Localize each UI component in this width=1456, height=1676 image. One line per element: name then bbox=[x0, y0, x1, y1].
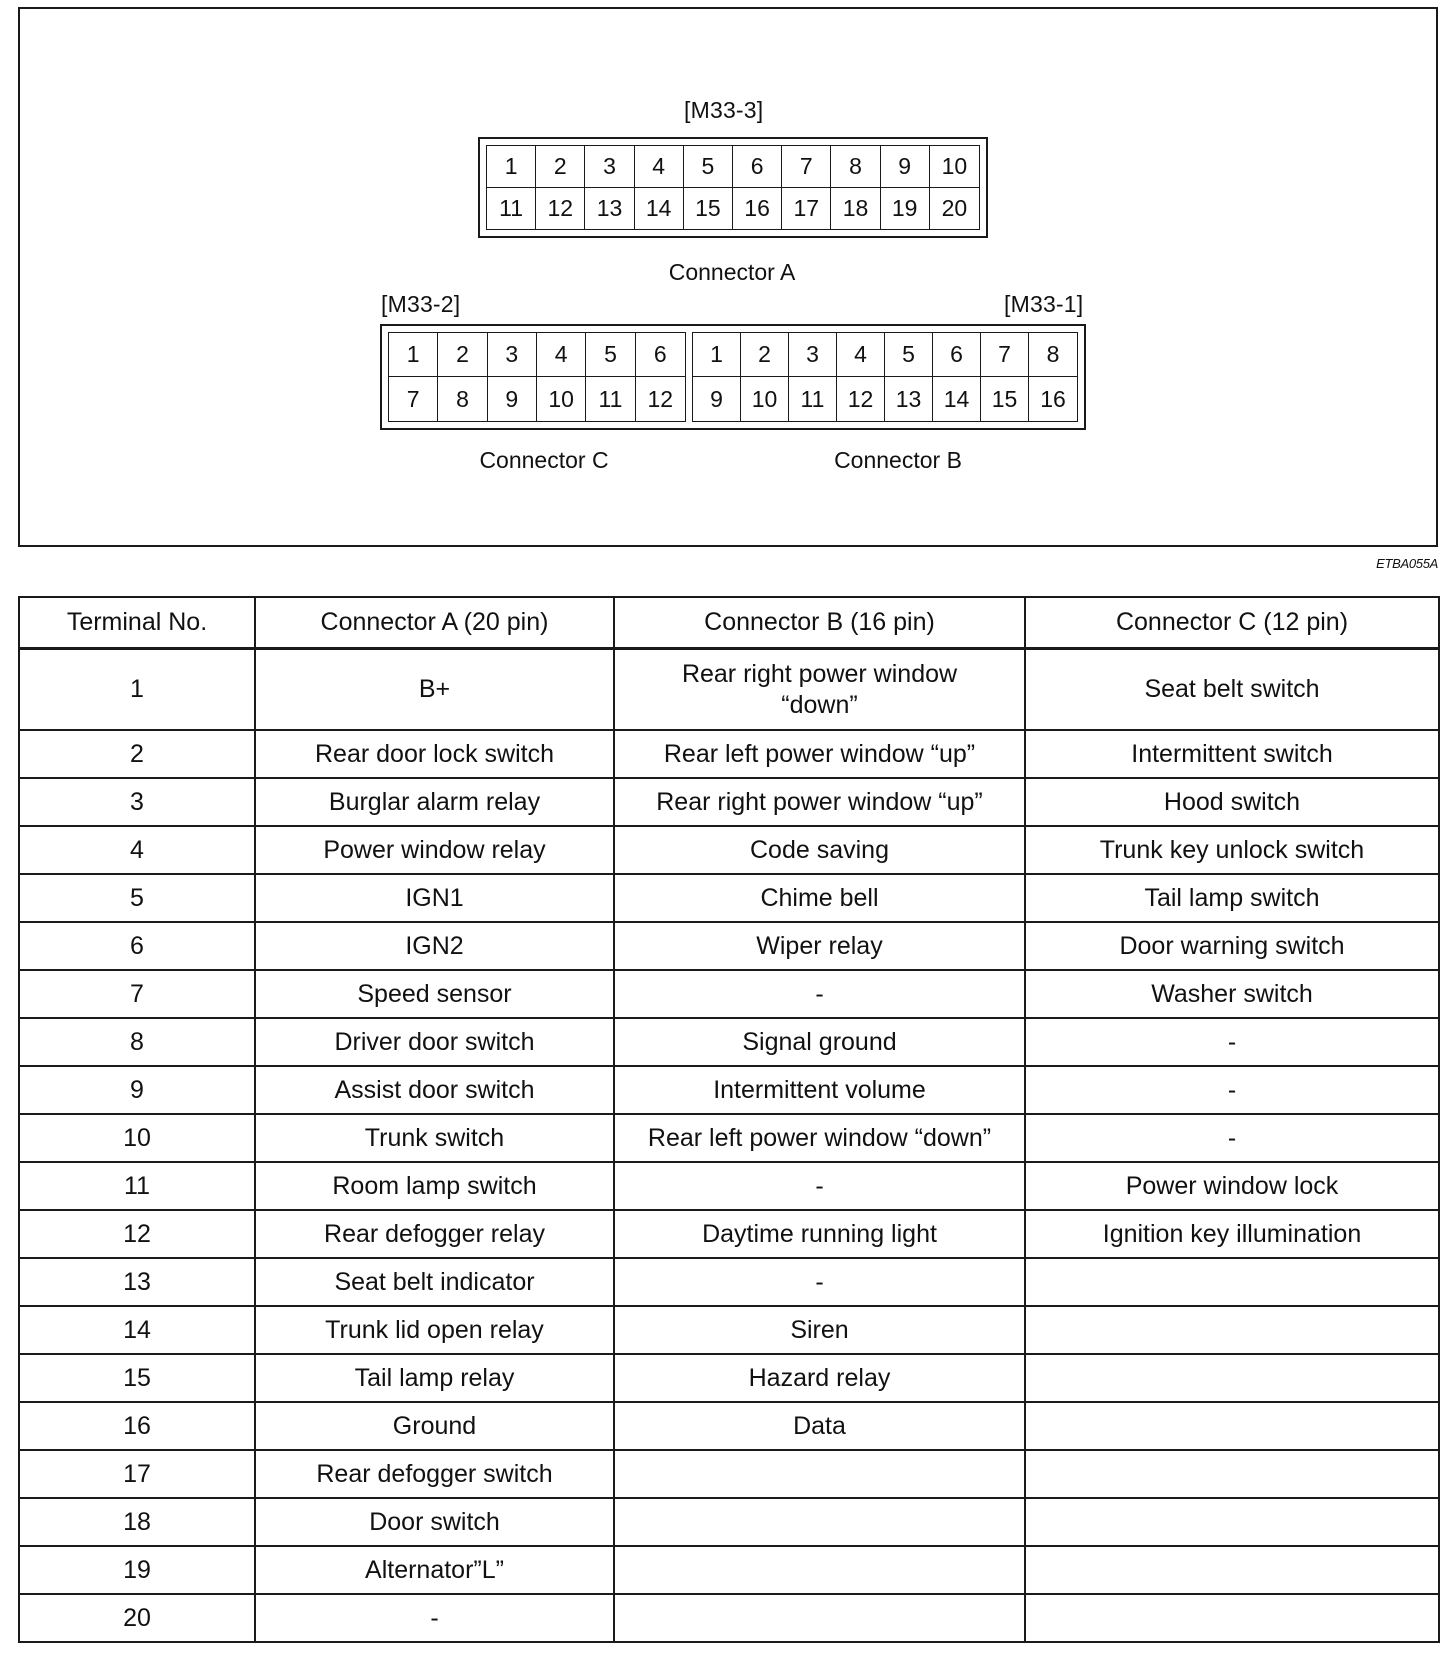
connector-c-cell: Tail lamp switch bbox=[1025, 874, 1439, 922]
connector-b-pin: 7 bbox=[981, 333, 1029, 377]
table-body bbox=[19, 649, 1439, 1643]
connector-c-cell bbox=[1025, 1594, 1439, 1642]
connector-c-cell: Washer switch bbox=[1025, 970, 1439, 1018]
header-terminal-no: Terminal No. bbox=[19, 597, 255, 649]
connector-a-pin: 11 bbox=[487, 188, 536, 230]
connector-c-pin: 5 bbox=[586, 333, 635, 377]
connector-c-cell: Door warning switch bbox=[1025, 922, 1439, 970]
connector-c-cell: Power window lock bbox=[1025, 1162, 1439, 1210]
table-row bbox=[19, 922, 1439, 970]
connector-a-cell: Rear defogger relay bbox=[255, 1210, 614, 1258]
terminal-no-cell: 18 bbox=[19, 1498, 255, 1546]
table-row bbox=[19, 1162, 1439, 1210]
terminal-no-cell: 10 bbox=[19, 1114, 255, 1162]
connector-a-cell: Door switch bbox=[255, 1498, 614, 1546]
connector-b-cell: Signal ground bbox=[614, 1018, 1025, 1066]
terminal-no-cell: 16 bbox=[19, 1402, 255, 1450]
connector-a-cell: Trunk lid open relay bbox=[255, 1306, 614, 1354]
connector-c-cell bbox=[1025, 1354, 1439, 1402]
connector-b-pin: 15 bbox=[981, 377, 1029, 421]
connector-c-cell: Seat belt switch bbox=[1025, 649, 1439, 731]
connector-b-cell: Wiper relay bbox=[614, 922, 1025, 970]
connector-a-cell: - bbox=[255, 1594, 614, 1642]
connector-a-pin: 2 bbox=[536, 146, 585, 188]
connector-c-pin: 4 bbox=[537, 333, 586, 377]
connector-b-cell: Data bbox=[614, 1402, 1025, 1450]
connector-b-caption: Connector B bbox=[834, 447, 962, 473]
terminal-no-cell: 15 bbox=[19, 1354, 255, 1402]
connector-b-cell bbox=[614, 1498, 1025, 1546]
connector-b-cell bbox=[614, 1450, 1025, 1498]
connector-c-id: [M33-2] bbox=[381, 291, 461, 317]
connector-a-pin: 1 bbox=[487, 146, 536, 188]
connector-b-pin: 2 bbox=[741, 333, 789, 377]
terminal-no-cell: 20 bbox=[19, 1594, 255, 1642]
connector-b-pin: 11 bbox=[789, 377, 837, 421]
terminal-no-cell: 2 bbox=[19, 730, 255, 778]
terminal-no-cell: 5 bbox=[19, 874, 255, 922]
connector-b-cell: Siren bbox=[614, 1306, 1025, 1354]
terminal-no-cell: 4 bbox=[19, 826, 255, 874]
terminal-no-cell: 6 bbox=[19, 922, 255, 970]
connector-c-cell bbox=[1025, 1258, 1439, 1306]
connector-b-cell: - bbox=[614, 1258, 1025, 1306]
connector-b-pin: 4 bbox=[837, 333, 885, 377]
terminal-no-cell: 9 bbox=[19, 1066, 255, 1114]
connector-b-cell: Rear right power window “up” bbox=[614, 778, 1025, 826]
table-row bbox=[19, 1546, 1439, 1594]
connector-a-cell: IGN1 bbox=[255, 874, 614, 922]
connector-diagram bbox=[18, 7, 1438, 547]
connector-c-pin-grid bbox=[388, 332, 686, 422]
connector-a-pin: 8 bbox=[831, 146, 880, 188]
connector-b-pin: 6 bbox=[933, 333, 981, 377]
connector-b-cell: - bbox=[614, 1162, 1025, 1210]
connector-b-cell: Hazard relay bbox=[614, 1354, 1025, 1402]
connector-c-cell: Trunk key unlock switch bbox=[1025, 826, 1439, 874]
connector-b-cell: Intermittent volume bbox=[614, 1066, 1025, 1114]
connector-b-pin: 9 bbox=[693, 377, 741, 421]
header-connector-b: Connector B (16 pin) bbox=[614, 597, 1025, 649]
connector-b-cell: Code saving bbox=[614, 826, 1025, 874]
connector-a-pin: 5 bbox=[684, 146, 733, 188]
connector-a-pin: 10 bbox=[930, 146, 979, 188]
connector-c-cell: Ignition key illumination bbox=[1025, 1210, 1439, 1258]
table-row bbox=[19, 1066, 1439, 1114]
connector-c-pin: 9 bbox=[488, 377, 537, 421]
connector-a-pin: 7 bbox=[782, 146, 831, 188]
connector-c-pin: 11 bbox=[586, 377, 635, 421]
connector-c-cell: Hood switch bbox=[1025, 778, 1439, 826]
connector-b-pin: 8 bbox=[1029, 333, 1077, 377]
terminal-no-cell: 12 bbox=[19, 1210, 255, 1258]
connector-a-cell: Driver door switch bbox=[255, 1018, 614, 1066]
terminal-no-cell: 17 bbox=[19, 1450, 255, 1498]
table-row bbox=[19, 970, 1439, 1018]
connector-a-cell: Power window relay bbox=[255, 826, 614, 874]
terminal-no-cell: 11 bbox=[19, 1162, 255, 1210]
connector-a-pin: 19 bbox=[881, 188, 930, 230]
table-row bbox=[19, 1114, 1439, 1162]
connector-a-pin: 20 bbox=[941, 194, 968, 221]
connector-a-housing bbox=[478, 137, 988, 238]
table-row bbox=[19, 1594, 1439, 1642]
connector-b-pin: 13 bbox=[885, 377, 933, 421]
connector-c-cell: Intermittent switch bbox=[1025, 730, 1439, 778]
connector-a-pin: 3 bbox=[585, 146, 634, 188]
header-connector-a: Connector A (20 pin) bbox=[255, 597, 614, 649]
connector-a-pin: 18 bbox=[831, 188, 880, 230]
connector-cb-housing bbox=[380, 324, 1086, 430]
connector-a-pin: 9 bbox=[881, 146, 930, 188]
connector-b-id: [M33-1] bbox=[1004, 291, 1084, 317]
connector-b-cell: Rear left power window “down” bbox=[614, 1114, 1025, 1162]
connector-a-caption: Connector A bbox=[668, 259, 796, 285]
terminal-no-cell: 3 bbox=[19, 778, 255, 826]
connector-a-pin-grid bbox=[486, 145, 980, 230]
table-row bbox=[19, 730, 1439, 778]
connector-c-cell: - bbox=[1025, 1018, 1439, 1066]
connector-b-pin: 14 bbox=[933, 377, 981, 421]
connector-a-cell: B+ bbox=[255, 649, 614, 731]
connector-a-pin: 14 bbox=[635, 188, 684, 230]
connector-b-cell: Daytime running light bbox=[614, 1210, 1025, 1258]
connector-a-pin: 13 bbox=[585, 188, 634, 230]
connector-b-pin: 3 bbox=[789, 333, 837, 377]
connector-c-caption: Connector C bbox=[479, 447, 609, 473]
connector-b-cell: Rear left power window “up” bbox=[614, 730, 1025, 778]
connector-a-cell: Burglar alarm relay bbox=[255, 778, 614, 826]
table-row bbox=[19, 1402, 1439, 1450]
terminal-no-cell: 1 bbox=[19, 649, 255, 731]
figure-code: ETBA055A bbox=[1376, 556, 1438, 571]
connector-a-cell: IGN2 bbox=[255, 922, 614, 970]
connector-a-cell: Rear defogger switch bbox=[255, 1450, 614, 1498]
connector-c-pin: 1 bbox=[389, 333, 438, 377]
connector-a-pin: 15 bbox=[684, 188, 733, 230]
connector-b-pin: 16 bbox=[1040, 385, 1066, 412]
connector-a-cell: Tail lamp relay bbox=[255, 1354, 614, 1402]
connector-c-cell bbox=[1025, 1498, 1439, 1546]
connector-b-cell bbox=[614, 1546, 1025, 1594]
table-row bbox=[19, 1498, 1439, 1546]
terminal-no-cell: 14 bbox=[19, 1306, 255, 1354]
terminal-no-cell: 13 bbox=[19, 1258, 255, 1306]
table-row bbox=[19, 778, 1439, 826]
connector-b-pin: 12 bbox=[837, 377, 885, 421]
connector-a-cell: Seat belt indicator bbox=[255, 1258, 614, 1306]
connector-b-pin: 1 bbox=[693, 333, 741, 377]
connector-b-cell: - bbox=[614, 970, 1025, 1018]
connector-c-cell: - bbox=[1025, 1114, 1439, 1162]
table-row bbox=[19, 874, 1439, 922]
table-row bbox=[19, 1306, 1439, 1354]
connector-c-cell bbox=[1025, 1546, 1439, 1594]
table-row bbox=[19, 1450, 1439, 1498]
terminal-no-cell: 19 bbox=[19, 1546, 255, 1594]
connector-a-cell: Trunk switch bbox=[255, 1114, 614, 1162]
connector-a-cell: Assist door switch bbox=[255, 1066, 614, 1114]
table-header-row bbox=[19, 597, 1439, 649]
connector-a-pin: 4 bbox=[635, 146, 684, 188]
connector-a-pin: 12 bbox=[536, 188, 585, 230]
connector-c-pin: 12 bbox=[647, 385, 674, 412]
table-row bbox=[19, 1018, 1439, 1066]
header-connector-c: Connector C (12 pin) bbox=[1025, 597, 1439, 649]
connector-a-pin: 6 bbox=[733, 146, 782, 188]
connector-c-pin: 8 bbox=[438, 377, 487, 421]
terminal-no-cell: 7 bbox=[19, 970, 255, 1018]
terminal-no-cell: 8 bbox=[19, 1018, 255, 1066]
connector-c-pin: 7 bbox=[389, 377, 438, 421]
connector-c-cell bbox=[1025, 1402, 1439, 1450]
connector-c-cell bbox=[1025, 1450, 1439, 1498]
connector-c-cell: - bbox=[1025, 1066, 1439, 1114]
table-row bbox=[19, 826, 1439, 874]
connector-a-cell: Ground bbox=[255, 1402, 614, 1450]
connector-a-cell: Room lamp switch bbox=[255, 1162, 614, 1210]
table-row bbox=[19, 1210, 1439, 1258]
connector-c-pin: 10 bbox=[537, 377, 586, 421]
connector-b-pin: 10 bbox=[741, 377, 789, 421]
connector-a-pin: 16 bbox=[733, 188, 782, 230]
connector-b-cell bbox=[614, 1594, 1025, 1642]
table-row bbox=[19, 649, 1439, 731]
connector-a-cell: Alternator”L” bbox=[255, 1546, 614, 1594]
connector-a-id: [M33-3] bbox=[684, 97, 764, 123]
connector-b-cell: Chime bell bbox=[614, 874, 1025, 922]
connector-c-pin: 3 bbox=[488, 333, 537, 377]
connector-b-pin-grid bbox=[692, 332, 1078, 422]
connector-a-pin: 17 bbox=[782, 188, 831, 230]
table-row bbox=[19, 1354, 1439, 1402]
terminal-table bbox=[18, 596, 1440, 1643]
table-row bbox=[19, 1258, 1439, 1306]
connector-a-cell: Speed sensor bbox=[255, 970, 614, 1018]
connector-c-pin: 6 bbox=[636, 333, 685, 377]
connector-c-cell bbox=[1025, 1306, 1439, 1354]
connector-c-pin: 2 bbox=[438, 333, 487, 377]
connector-a-cell: Rear door lock switch bbox=[255, 730, 614, 778]
connector-b-cell: Rear right power window “down” bbox=[614, 649, 1025, 731]
connector-b-pin: 5 bbox=[885, 333, 933, 377]
